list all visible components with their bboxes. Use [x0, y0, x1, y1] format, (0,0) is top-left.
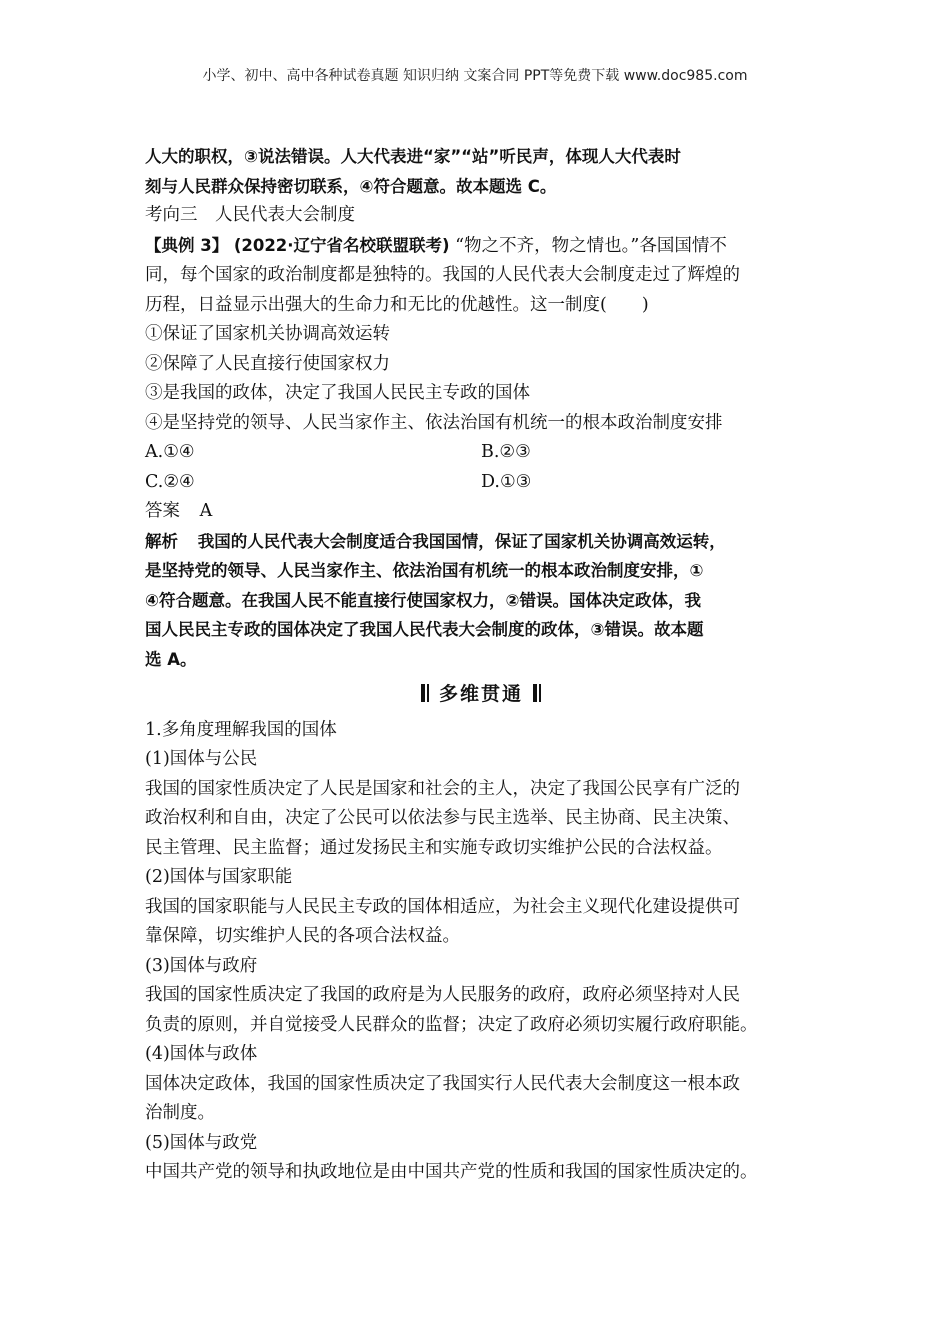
subsection-5-title: (5)国体与政党: [145, 1132, 258, 1153]
continuation-line-1: 人大的职权，③说法错误。人大代表进“家”“站”听民声，体现人大代表时: [145, 147, 681, 166]
example-source: (2022·辽宁省名校联盟联考): [233, 235, 450, 255]
subsection-2-title: (2)国体与国家职能: [145, 867, 293, 887]
analysis-line-4: 国人民民主专政的国体决定了我国人民代表大会制度的政体，③错误。故本题: [145, 620, 704, 639]
example-stem-line-3: 历程，日益显示出强大的生命力和无比的优越性。这一制度( ): [145, 294, 649, 315]
title-bar-right-thin-icon: [539, 684, 541, 702]
example-item-3: ③是我国的政体，决定了我国人民民主专政的国体: [145, 383, 530, 403]
answer-label: 答案: [145, 501, 180, 521]
option-c: C.②④: [145, 471, 195, 492]
example-item-4: ④是坚持党的领导、人民当家作主、依法治国有机统一的根本政治制度安排: [145, 412, 723, 433]
example-stem-line-1: [145, 231, 817, 262]
example-stem-text: “物之不齐，物之情也。”各国国情不: [455, 235, 727, 256]
analysis-text-1: 我国的人民代表大会制度适合我国国情，保证了国家机关协调高效运转，: [197, 531, 726, 551]
example-tag: 【典例 3】: [145, 235, 229, 255]
subsection-1-line-2: 政治权利和自由，决定了公民可以依法参与民主选举、民主协商、民主决策、: [145, 808, 740, 828]
subsection-2-line-2: 靠保障，切实维护人民的各项合法权益。: [145, 926, 460, 946]
option-d: D.①③: [481, 471, 532, 492]
example-item-1: ①保证了国家机关协调高效运转: [145, 324, 390, 344]
analysis-line-2: 是坚持党的领导、人民当家作主、依法治国有机统一的根本政治制度安排，①: [145, 561, 704, 580]
options-row-1: [145, 438, 817, 468]
subsection-3-line-2: 负责的原则，并自觉接受人民群众的监督；决定了政府必须切实履行政府职能。: [145, 1014, 758, 1035]
subsection-4-title: (4)国体与政体: [145, 1044, 258, 1064]
example-stem-line-2: 同，每个国家的政治制度都是独特的。我国的人民代表大会制度走过了辉煌的: [145, 265, 740, 285]
option-b: B.②③: [481, 442, 531, 462]
document-body: [145, 142, 817, 1188]
subsection-4-line-1: 国体决定政体，我国的国家性质决定了我国实行人民代表大会制度这一根本政: [145, 1073, 740, 1094]
analysis-line-5: 选 A。: [145, 649, 197, 669]
title-bar-left-icon: [421, 684, 425, 702]
answer-value: A: [199, 501, 213, 521]
option-a: A.①④: [145, 442, 195, 462]
title-bar-left-thin-icon: [427, 684, 429, 702]
section-heading: 1.多角度理解我国的国体: [145, 719, 337, 740]
subsection-5-line-1: 中国共产党的领导和执政地位是由中国共产党的性质和我国的国家性质决定的。: [145, 1162, 758, 1182]
example-item-2: ②保障了人民直接行使国家权力: [145, 353, 390, 374]
section-title: [145, 680, 817, 710]
subsection-1-line-1: 我国的国家性质决定了人民是国家和社会的主人，决定了我国公民享有广泛的: [145, 778, 740, 799]
continuation-line-2: 刻与人民群众保持密切联系，④符合题意。故本题选 C。: [145, 176, 557, 196]
kaoxiang-heading: 考向三 人民代表大会制度: [145, 205, 355, 225]
analysis-line-1: [145, 527, 817, 557]
subsection-1-title: (1)国体与公民: [145, 749, 258, 769]
subsection-3-title: (3)国体与政府: [145, 955, 258, 976]
options-row-2: [145, 468, 817, 498]
title-bar-right-icon: [533, 684, 537, 702]
analysis-line-3: ④符合题意。在我国人民不能直接行使国家权力，②错误。国体决定政体，我: [145, 590, 701, 610]
subsection-1-line-3: 民主管理、民主监督；通过发扬民主和实施专政切实维护公民的合法权益。: [145, 837, 723, 858]
subsection-4-line-2: 治制度。: [145, 1103, 215, 1123]
subsection-2-line-1: 我国的国家职能与人民民主专政的国体相适应，为社会主义现代化建设提供可: [145, 896, 740, 917]
subsection-3-line-1: 我国的国家性质决定了我国的政府是为人民服务的政府，政府必须坚持对人民: [145, 985, 740, 1005]
section-title-text: 多维贯通: [438, 683, 523, 705]
analysis-label: 解析: [145, 531, 178, 551]
page-header: 小学、初中、高中各种试卷真题 知识归纳 文案合同 PPT等免费下载 www.doc985.com: [202, 68, 748, 84]
answer-line: [145, 497, 817, 527]
